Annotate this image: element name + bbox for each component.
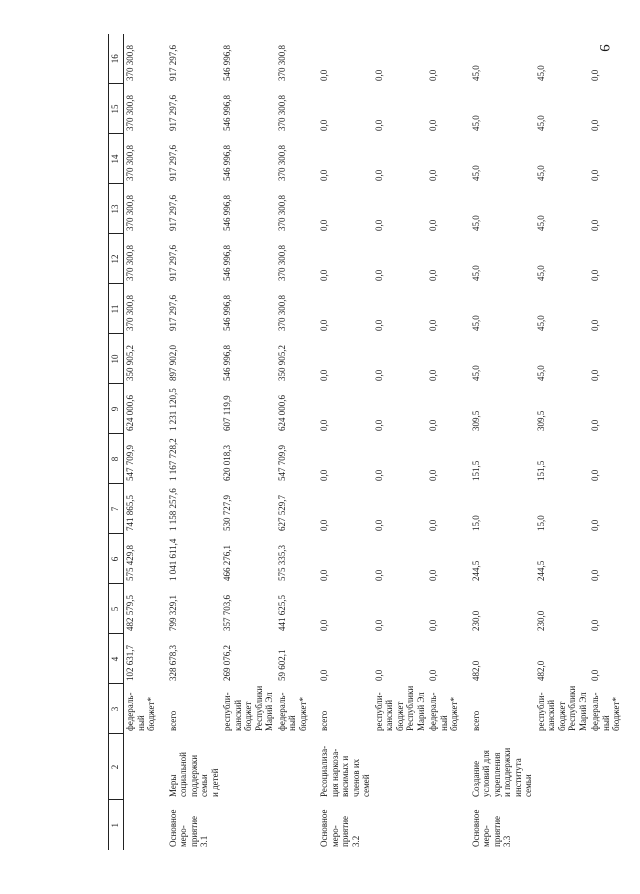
value-cell: 370 300,8 [276,295,287,331]
value-cell: 546 996,8 [222,295,232,331]
event-cell [276,800,319,850]
value-cell: 370 300,8 [276,245,287,281]
event-cell [124,800,167,850]
column-header-11: 11 [109,284,124,334]
value-cell: 0,0 [373,319,384,331]
funding-source-cell: республи- канский бюджет Республики Марий Эл [373,685,426,731]
value-cell: 741 865,5 [125,495,135,531]
table-row [318,34,373,850]
event-name-cell [276,734,319,800]
value-cell: 799 329,1 [167,595,178,631]
funding-source-cell: республи- канский бюджет Республики Марий Эл [535,685,588,731]
column-header-14: 14 [109,134,124,184]
column-header-10: 10 [109,334,124,384]
value-cell: 309,5 [470,410,481,431]
value-cell: 0,0 [428,219,438,231]
value-cell: 244,5 [470,560,481,581]
value-cell: 547 709,9 [276,445,287,481]
value-cell: 624 000,6 [125,395,135,431]
header-row [109,34,124,850]
column-header-4: 4 [109,634,124,684]
value-cell: 0,0 [428,69,438,81]
event-cell: Основное меро- приятие 3.3 [470,809,512,847]
value-cell: 0,0 [373,619,384,631]
value-cell: 0,0 [319,419,329,431]
value-cell: 230,0 [535,610,546,631]
value-cell: 0,0 [428,369,438,381]
value-cell: 0,0 [373,519,384,531]
value-cell: 0,0 [428,619,438,631]
value-cell: 45,0 [470,115,481,131]
column-header-5: 5 [109,584,124,634]
event-name-cell [427,734,470,800]
value-cell: 0,0 [590,469,600,481]
event-name-cell [373,734,428,800]
value-cell: 350 905,2 [125,345,135,381]
value-cell: 45,0 [470,365,481,381]
value-cell: 269 076,2 [222,645,232,681]
event-name-cell [535,734,590,800]
value-cell: 45,0 [470,315,481,331]
value-cell: 917 297,6 [167,245,178,281]
value-cell: 0,0 [319,169,329,181]
event-name-cell [221,734,276,800]
value-cell: 482,0 [470,660,481,681]
value-cell: 897 902,0 [167,345,178,381]
value-cell: 370 300,8 [125,45,135,81]
value-cell: 0,0 [319,619,329,631]
value-cell: 624 000,6 [276,395,287,431]
value-cell: 575 429,8 [125,545,135,581]
value-cell: 15,0 [535,515,546,531]
value-cell: 370 300,8 [276,195,287,231]
value-cell: 0,0 [428,119,438,131]
value-cell: 1 041 611,4 [167,538,178,581]
table-row [589,34,632,850]
value-cell: 0,0 [373,169,384,181]
value-cell: 575 335,3 [276,545,287,581]
event-cell: Основное меро- приятие 3.1 [167,809,209,847]
value-cell: 0,0 [373,419,384,431]
value-cell: 0,0 [373,119,384,131]
page-number: 9 [596,44,612,52]
value-cell: 0,0 [428,169,438,181]
value-cell: 350 905,2 [276,345,287,381]
value-cell: 0,0 [373,369,384,381]
value-cell: 370 300,8 [125,245,135,281]
table-row [276,34,319,850]
value-cell: 59 602,1 [276,649,287,681]
value-cell: 917 297,6 [167,95,178,131]
value-cell: 917 297,6 [167,45,178,81]
value-cell: 45,0 [535,115,546,131]
value-cell: 45,0 [535,65,546,81]
event-cell [221,800,276,850]
value-cell: 627 529,7 [276,495,287,531]
value-cell: 0,0 [590,419,600,431]
value-cell: 0,0 [428,319,438,331]
value-cell: 309,5 [535,410,546,431]
value-cell: 0,0 [319,669,329,681]
column-header-9: 9 [109,384,124,434]
value-cell: 546 996,8 [222,345,232,381]
value-cell: 45,0 [535,315,546,331]
value-cell: 45,0 [535,365,546,381]
funding-source-cell: федераль- ный бюджет* [590,692,621,731]
table-row [124,34,167,850]
value-cell: 620 018,3 [222,445,232,481]
value-cell: 0,0 [319,119,329,131]
value-cell: 0,0 [590,519,600,531]
value-cell: 0,0 [590,569,600,581]
value-cell: 0,0 [319,319,329,331]
value-cell: 15,0 [470,515,481,531]
value-cell: 230,0 [470,610,481,631]
funding-source-cell: всего [470,710,481,731]
funding-source-cell: республи- канский бюджет Республики Марий Эл [222,685,274,731]
value-cell: 328 678,3 [167,645,178,681]
event-name-cell [124,734,167,800]
value-cell: 0,0 [428,569,438,581]
value-cell: 0,0 [590,269,600,281]
value-cell: 546 996,8 [222,145,232,181]
value-cell: 0,0 [590,119,600,131]
value-cell: 0,0 [319,569,329,581]
value-cell: 0,0 [373,669,384,681]
table-row [470,34,535,850]
value-cell: 917 297,6 [167,195,178,231]
value-cell: 0,0 [373,269,384,281]
funding-source-cell: федераль- ный бюджет* [276,692,308,731]
table-row [427,34,470,850]
value-cell: 45,0 [535,165,546,181]
column-header-1: 1 [109,800,124,850]
value-cell: 370 300,8 [125,195,135,231]
value-cell: 357 703,6 [222,595,232,631]
value-cell: 441 625,5 [276,595,287,631]
value-cell: 482,0 [535,660,546,681]
value-cell: 244,5 [535,560,546,581]
value-cell: 0,0 [428,269,438,281]
rotated-budget-table-sheet [108,34,621,850]
value-cell: 370 300,8 [276,95,287,131]
column-header-7: 7 [109,484,124,534]
funding-source-cell: федераль- ный бюджет* [428,692,459,731]
value-cell: 0,0 [590,369,600,381]
value-cell: 466 276,1 [222,545,232,581]
column-header-13: 13 [109,184,124,234]
value-cell: 0,0 [428,469,438,481]
value-cell: 547 709,9 [125,445,135,481]
event-cell [427,800,470,850]
value-cell: 45,0 [470,265,481,281]
column-header-12: 12 [109,234,124,284]
value-cell: 0,0 [319,519,329,531]
value-cell: 917 297,6 [167,295,178,331]
column-header-16: 16 [109,34,124,84]
event-cell [373,800,428,850]
value-cell: 1 158 257,6 [167,488,178,531]
event-cell: Основное меро- приятие 3.2 [319,809,361,847]
table-row [535,34,590,850]
value-cell: 45,0 [470,215,481,231]
value-cell: 151,5 [535,460,546,481]
table-row [373,34,428,850]
value-cell: 0,0 [319,69,329,81]
budget-table [108,34,632,850]
value-cell: 546 996,8 [222,245,232,281]
funding-source-cell: всего [167,710,178,731]
event-name-cell: Ресоциализа- ция наркоза- висимых и членов их семей [319,745,371,797]
value-cell: 546 996,8 [222,45,232,81]
value-cell: 45,0 [535,215,546,231]
event-name-cell [589,734,632,800]
value-cell: 1 231 120,5 [167,388,178,431]
column-header-6: 6 [109,534,124,584]
value-cell: 102 631,7 [125,645,135,681]
table-row [221,34,276,850]
value-cell: 0,0 [428,419,438,431]
table-header [109,34,124,850]
event-name-cell: Создание условий для укрепления и поддержки института семьи [470,747,533,797]
value-cell: 0,0 [373,569,384,581]
column-header-2: 2 [109,734,124,800]
value-cell: 0,0 [590,619,600,631]
event-name-cell: Меры социальной поддержки семьи и детей [167,752,220,797]
value-cell: 530 727,9 [222,495,232,531]
value-cell: 0,0 [428,669,438,681]
event-cell [589,800,632,850]
value-cell: 0,0 [319,219,329,231]
column-header-8: 8 [109,434,124,484]
value-cell: 917 297,6 [167,145,178,181]
value-cell: 546 996,8 [222,195,232,231]
value-cell: 546 996,8 [222,95,232,131]
value-cell: 0,0 [590,219,600,231]
value-cell: 607 119,9 [222,395,232,431]
value-cell: 0,0 [373,219,384,231]
value-cell: 0,0 [428,519,438,531]
value-cell: 0,0 [590,669,600,681]
table-body [124,34,632,850]
value-cell: 0,0 [590,69,600,81]
value-cell: 45,0 [535,265,546,281]
table-row [167,34,222,850]
value-cell: 45,0 [470,165,481,181]
value-cell: 0,0 [373,469,384,481]
value-cell: 370 300,8 [125,145,135,181]
value-cell: 482 579,5 [125,595,135,631]
value-cell: 370 300,8 [125,295,135,331]
value-cell: 0,0 [319,369,329,381]
value-cell: 370 300,8 [125,95,135,131]
value-cell: 45,0 [470,65,481,81]
column-header-15: 15 [109,84,124,134]
value-cell: 0,0 [319,469,329,481]
value-cell: 0,0 [373,69,384,81]
funding-source-cell: федераль- ный бюджет* [125,692,156,731]
column-header-3: 3 [109,684,124,734]
value-cell: 370 300,8 [276,45,287,81]
value-cell: 0,0 [590,319,600,331]
value-cell: 1 167 728,2 [167,438,178,481]
value-cell: 151,5 [470,460,481,481]
value-cell: 0,0 [319,269,329,281]
value-cell: 370 300,8 [276,145,287,181]
value-cell: 0,0 [590,169,600,181]
funding-source-cell: всего [319,710,329,731]
event-cell [535,800,590,850]
